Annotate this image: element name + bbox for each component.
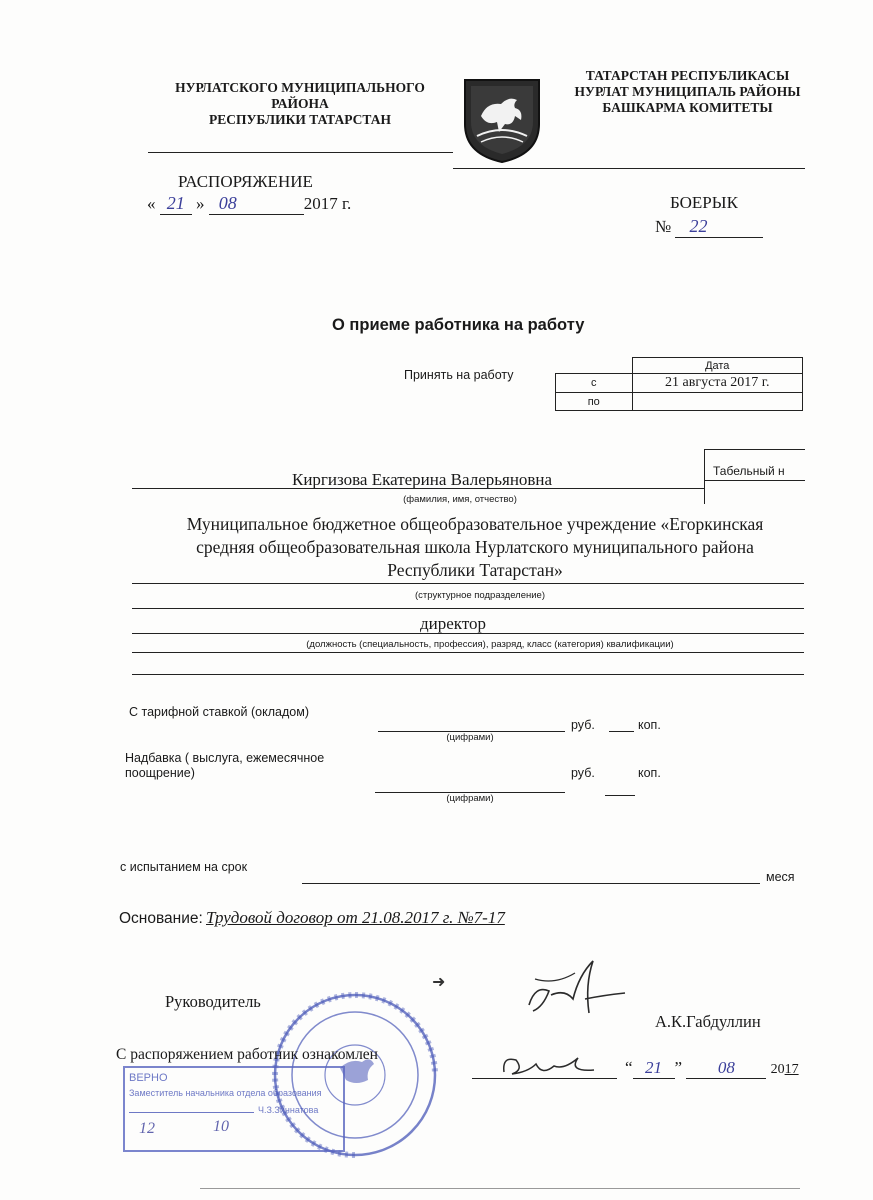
acquaint-day: 21 (633, 1058, 675, 1079)
header-right-line1: ТАТАРСТАН РЕСПУБЛИКАСЫ (585, 68, 790, 83)
basis-label: Основание: (119, 910, 203, 927)
tab-number-label: Табельный н (713, 464, 785, 478)
order-date (147, 193, 377, 215)
tab-number-box (704, 449, 805, 504)
hire-label: Принять на работу (404, 368, 514, 382)
probation-label: с испытанием на срок (120, 860, 248, 874)
stamp-month: 10 (213, 1118, 229, 1135)
header-left-line2: РАЙОНА (271, 96, 329, 111)
acquaint-year-prefix: 20 (770, 1062, 785, 1077)
hire-date-table (555, 357, 803, 411)
order-number (655, 216, 775, 238)
order-title-tt: БОЕРЫК (670, 193, 738, 212)
head-name: А.К.Габдуллин (655, 1012, 761, 1031)
subject-title: О приеме работника на работу (332, 316, 585, 334)
date-open-quote: « (147, 194, 156, 213)
department-line1: Муниципальное бюджетное общеобразовательное учреждение «Егоркинская (186, 514, 764, 534)
probation-unit: меся (766, 870, 795, 884)
hire-date-header: Дата (632, 358, 803, 374)
header-right-line3: БАШКАРМА КОМИТЕТЫ (602, 100, 773, 115)
acquaint-label: С распоряжением работник ознакомлен (116, 1046, 378, 1063)
acquaint-year-suffix: 17 (784, 1062, 799, 1077)
header-left-line1: НУРЛАТСКОГО МУНИЦИПАЛЬНОГО (175, 80, 425, 95)
head-signature-icon (515, 955, 635, 1025)
hire-from-value: 21 августа 2017 г. (632, 374, 803, 393)
position-value: директор (420, 614, 487, 633)
header-left-line3: РЕСПУБЛИКИ ТАТАРСТАН (209, 112, 391, 127)
head-label: Руководитель (165, 992, 261, 1011)
date-close-quote: » (196, 194, 205, 213)
rate-digits-caption: (цифрами) (446, 732, 494, 743)
date-day: 21 (160, 193, 192, 215)
coat-of-arms-emblem (457, 76, 547, 164)
employee-name-caption: (фамилия, имя, отчество) (403, 494, 517, 505)
acquaint-month: 08 (686, 1058, 766, 1079)
stamp-position: Заместитель начальника отдела образования (129, 1088, 322, 1098)
date-month: 08 (209, 193, 304, 215)
header-rule-left (148, 152, 453, 153)
department-line2: средняя общеобразовательная школа Нурлатского муниципального района (196, 537, 754, 557)
department (130, 513, 820, 582)
basis-value: Трудовой договор от 21.08.2017 г. №7-17 (206, 908, 505, 927)
arrow-mark-icon: ➜ (432, 974, 446, 991)
bonus-label-line1: Надбавка ( выслуга, ежемесячное (125, 751, 325, 765)
acquaint-close-quote: ” (674, 1058, 683, 1077)
header-right (555, 68, 820, 116)
bonus-label-line2: поощрение) (125, 766, 195, 780)
bonus-digits-caption: (цифрами) (446, 793, 494, 804)
date-year: 2017 г. (303, 194, 352, 213)
acquaint-open-quote: “ (625, 1058, 633, 1077)
bonus-kop: коп. (638, 766, 661, 780)
stamp-verno: ВЕРНО (129, 1072, 168, 1084)
department-line3: Республики Татарстан» (387, 560, 563, 580)
number-sign: № (655, 217, 672, 236)
bonus-label (125, 751, 324, 781)
header-left (150, 80, 450, 128)
certified-stamp (123, 1066, 345, 1152)
employee-signature-icon (498, 1042, 608, 1082)
header-rule-right (453, 168, 805, 169)
rate-kop: коп. (638, 718, 661, 732)
header-right-line2: НУРЛАТ МУНИЦИПАЛЬ РАЙОНЫ (574, 84, 801, 99)
hire-table-empty (556, 358, 633, 374)
hire-from-label: с (556, 374, 633, 393)
stamp-name: Ч.З.Зиннатова (258, 1105, 319, 1115)
bonus-rub: руб. (571, 766, 595, 780)
rate-rub: руб. (571, 718, 595, 732)
employee-name: Киргизова Екатерина Валерьяновна (292, 470, 553, 489)
hire-to-label: по (556, 393, 633, 411)
stamp-day: 12 (139, 1120, 155, 1137)
number-value: 22 (675, 216, 763, 238)
order-title-ru: РАСПОРЯЖЕНИЕ (178, 172, 313, 191)
department-caption: (структурное подразделение) (415, 590, 545, 601)
acquaint-date (625, 1058, 825, 1079)
position-caption: (должность (специальность, профессия), разряд, класс (категория) квалификации) (306, 639, 674, 650)
hire-to-value (632, 393, 803, 411)
rate-label: С тарифной ставкой (окладом) (129, 705, 309, 719)
